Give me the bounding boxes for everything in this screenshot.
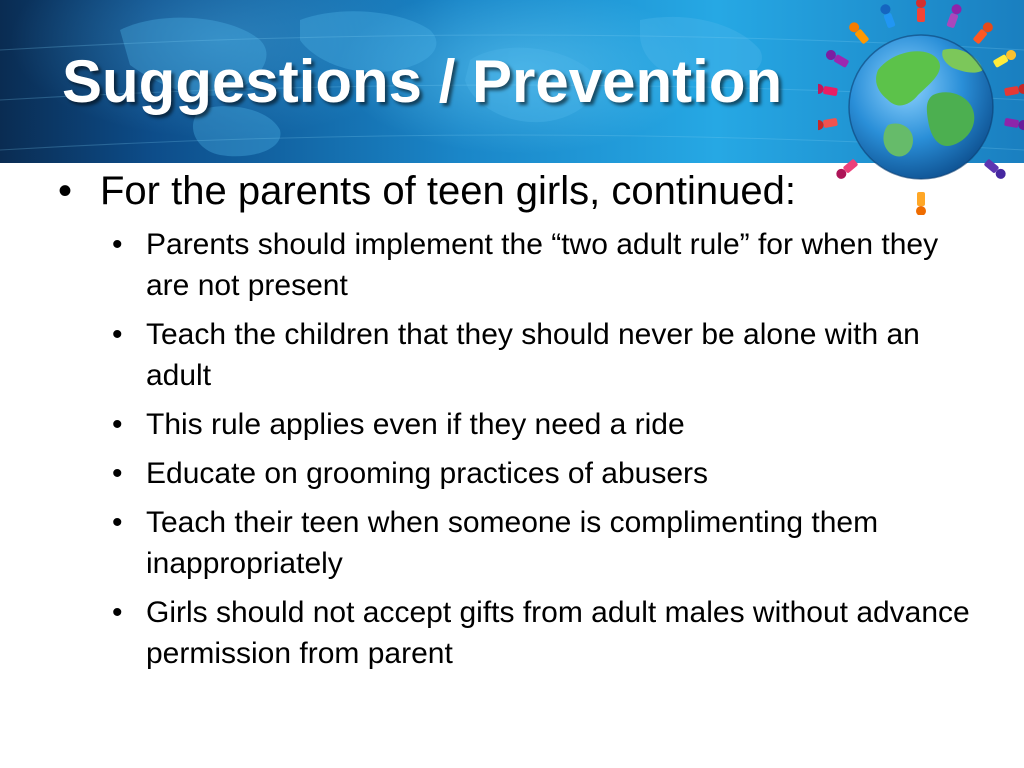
sub-bullet-text: Educate on grooming practices of abusers <box>146 457 708 490</box>
bullet-dot: • <box>112 506 123 539</box>
sub-bullet-item <box>112 592 972 674</box>
sub-bullet-text: Teach the children that they should never be alone with an adult <box>146 318 920 392</box>
sub-bullet-text: This rule applies even if they need a ride <box>146 408 685 441</box>
bullet-dot: • <box>112 596 123 629</box>
sub-bullet-item <box>112 453 972 494</box>
sub-bullet-item <box>112 404 972 445</box>
bullet-dot: • <box>112 228 123 261</box>
bullet-dot: • <box>112 408 123 441</box>
sub-bullet-text: Girls should not accept gifts from adult males without advance permission from parent <box>146 596 970 670</box>
bullet-dot: • <box>58 169 73 213</box>
sub-bullet-item <box>112 224 972 306</box>
main-bullet-text: For the parents of teen girls, continued: <box>100 169 796 213</box>
sub-bullet-item <box>112 314 972 396</box>
sub-bullet-text: Parents should implement the “two adult rule” for when they are not present <box>146 228 939 302</box>
sub-bullet-text: Teach their teen when someone is complimenting them inappropriately <box>146 506 879 580</box>
slide-title: Suggestions / Prevention <box>62 48 783 115</box>
sub-bullet-item <box>112 502 972 584</box>
bullet-dot: • <box>112 457 123 490</box>
sub-bullet-list <box>112 224 972 682</box>
slide-body <box>0 163 1024 768</box>
main-bullet <box>58 167 796 215</box>
bullet-dot: • <box>112 318 123 351</box>
